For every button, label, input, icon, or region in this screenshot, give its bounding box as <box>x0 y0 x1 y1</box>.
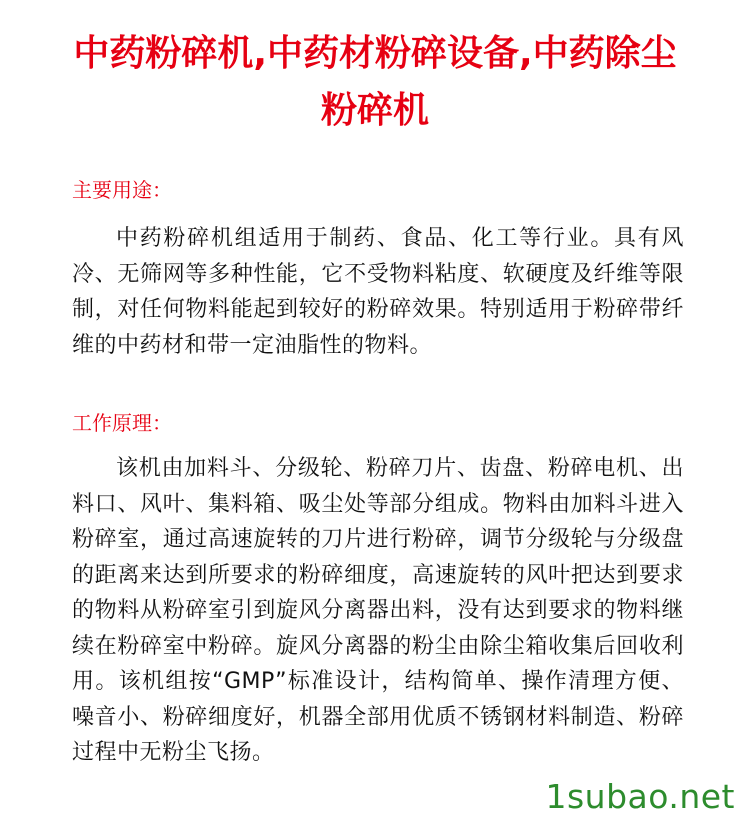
section-body-usage: 中药粉碎机组适用于制药、食品、化工等行业。具有风冷、无筛网等多种性能，它不受物料粘度、软硬度及纤维等限制，对任何物料能起到较好的粉碎效果。特别适用于粉碎带纤维的中药材和带一定油脂性的物料。 <box>72 226 684 358</box>
section-heading-principle: 工作原理： <box>72 411 172 435</box>
section-heading-usage: 主要用途： <box>72 178 172 202</box>
watermark-text: 1subao.net <box>545 777 735 816</box>
section-body-principle: 该机由加料斗、分级轮、粉碎刀片、齿盘、粉碎电机、出料口、风叶、集料箱、吸尘处等部分组成。物料由加料斗进入粉碎室，通过高速旋转的刀片进行粉碎，调节分级轮与分级盘的距离来达到所要求的粉碎细度，高速旋转的风叶把达到要求的物料从粉碎室引到旋风分离器出料，没有达到要求的物料继续在粉碎室中粉碎。旋风分离器的粉尘由除尘箱收集后回收利用。该机组按“GMP”标准设计，结构简单、操作清理方便、噪音小、粉碎细度好，机器全部用优质不锈钢材料制造、粉碎过程中无粉尘飞扬。 <box>72 456 684 765</box>
page-title: 中药粉碎机,中药材粉碎设备,中药除尘粉碎机 <box>73 33 677 131</box>
